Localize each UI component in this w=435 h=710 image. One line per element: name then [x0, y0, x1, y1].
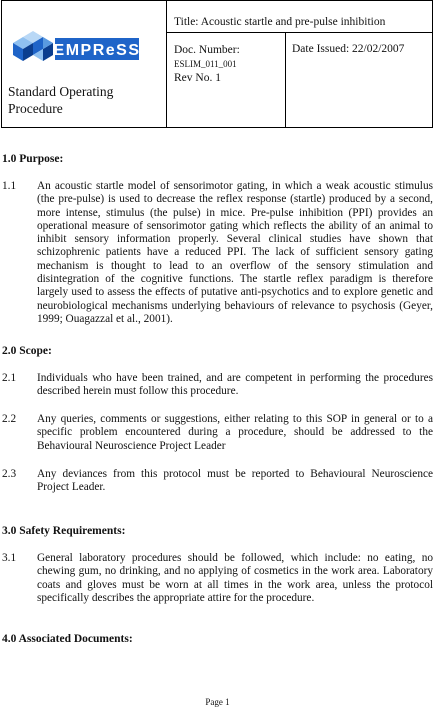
section-heading-purpose: 1.0 Purpose: [2, 153, 64, 165]
section-item [2, 468, 433, 495]
sop-header-table [1, 0, 433, 128]
section-heading-scope: 2.0 Scope: [2, 345, 52, 357]
page-footer: Page 1 [205, 697, 230, 707]
item-number: 2.2 [2, 413, 17, 425]
section-item [2, 180, 433, 326]
item-text: Any queries, comments or suggestions, either relating to this SOP in general or to a specific problem encountered during a procedure, should be addressed to the Behavioural Neuroscience Project Leader [37, 413, 433, 452]
sop-label: Standard Operating Procedure [8, 84, 114, 116]
section-item [2, 413, 433, 453]
item-number: 1.1 [2, 180, 17, 192]
doc-number-label: Doc. Number: [174, 44, 240, 56]
section-item [2, 372, 433, 399]
item-number: 3.1 [2, 552, 17, 564]
section-heading-associated-documents: 4.0 Associated Documents: [2, 633, 133, 645]
section-item [2, 552, 433, 605]
item-number: 2.3 [2, 468, 17, 480]
cube-logo-icon [13, 31, 53, 61]
logo-cell [2, 1, 167, 127]
doc-title: Title: Acoustic startle and pre-pulse inhibition [167, 1, 433, 33]
section-heading-safety: 3.0 Safety Requirements: [2, 525, 126, 537]
item-text: Any deviances from this protocol must be reported to Behavioural Neuroscience Project Leader. [37, 468, 433, 494]
item-text: General laboratory procedures should be followed, which include: no eating, no chewing gum, no drinking, and no applying of cosmetics in the work area. Laboratory coats and gloves must be worn at all times in the work area, unless the protocol specifically describes the appropriate attire for the procedure. [37, 552, 433, 604]
item-text: An acoustic startle model of sensorimotor gating, in which a weak acoustic stimulus (the pre-pulse) is used to decrease the reflex response (startle) produced by a second, more intense, stimulus (the pulse) in mice. Pre-pulse inhibition (PPI) provides an operational measure of sensorimotor gating which reflects the ability of an animal to inhibit sensory information properly. Several clinical studies have shown that schizophrenic patients have a reduced PPI. The lack of sufficient sensory gating mechanism is thought to lead to an overflow of the sensory stimulation and disintegration of the cognitive functions. The startle reflex paradigm is therefore largely used to assess the effects of putative anti-psychotics and to explore genetic and neurobiological mechanisms underlying behaviours of relevance to psychosis (Geyer, 1999; Ouagazzal et al., 2001). [37, 180, 433, 325]
empress-logo [9, 29, 141, 69]
item-number: 2.1 [2, 372, 17, 384]
rev-number: Rev No. 1 [174, 72, 221, 84]
doc-number: ESLIM_011_001 [174, 59, 237, 69]
doc-number-cell [167, 33, 286, 127]
logo-text: EMPReSS [53, 42, 141, 59]
date-issued: Date Issued: 22/02/2007 [292, 43, 405, 55]
item-text: Individuals who have been trained, and are competent in performing the procedures described herein must follow this procedure. [37, 372, 433, 398]
